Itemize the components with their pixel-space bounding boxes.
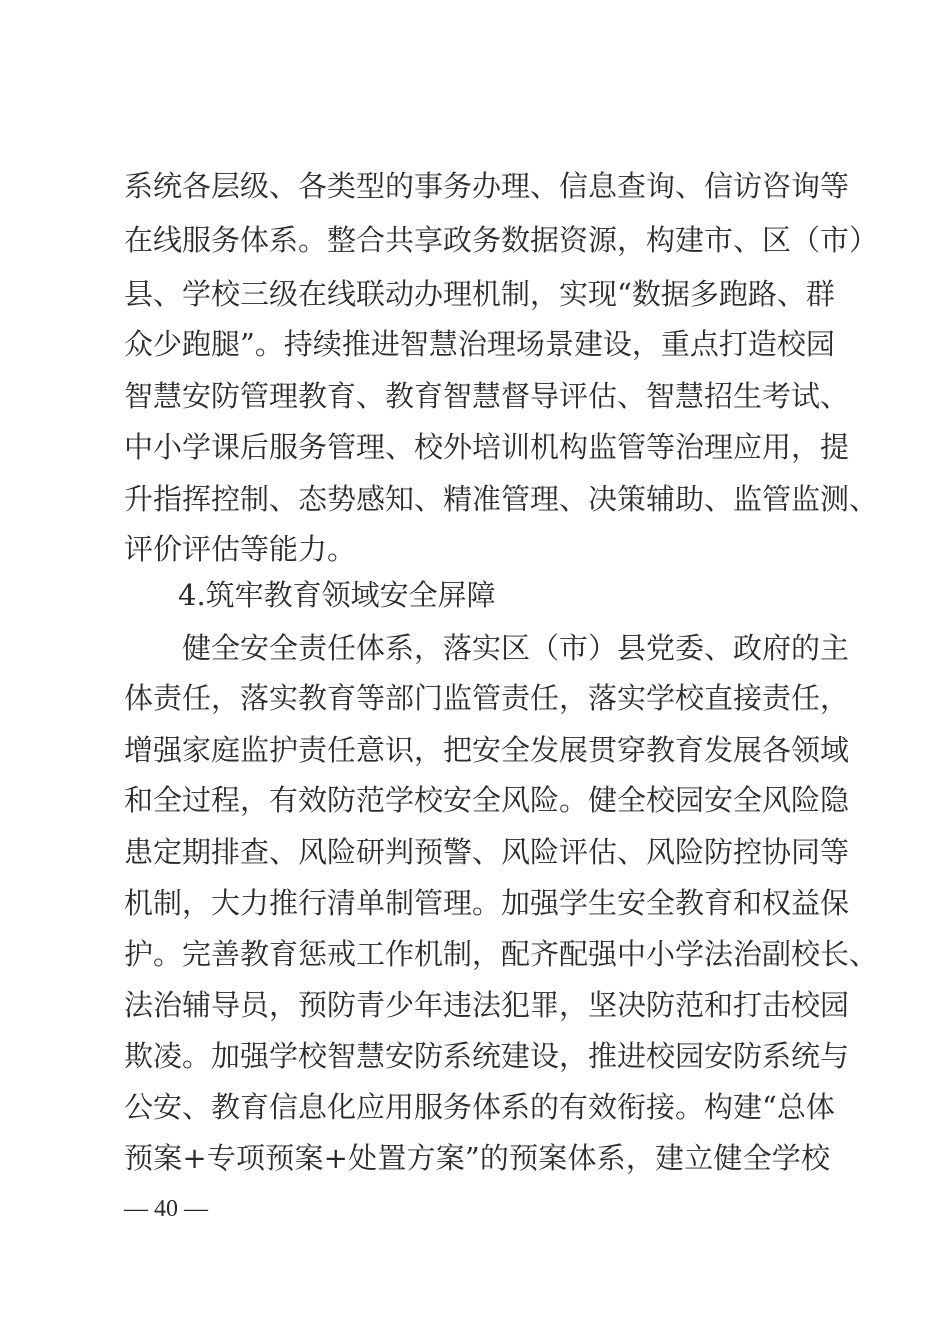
page-number: — 40 — <box>124 1196 208 1222</box>
text-line: 公安、教育信息化应用服务体系的有效衔接。构建“总体 <box>124 1090 835 1124</box>
text-line: 和全过程，有效防范学校安全风险。健全校园安全风险隐 <box>124 783 850 817</box>
text-line: 评价评估等能力。 <box>124 532 357 566</box>
text-line: 智慧安防管理教育、教育智慧督导评估、智慧招生考试、 <box>124 379 850 413</box>
text-line: 法治辅导员，预防青少年违法犯罪，坚决防范和打击校园 <box>124 988 850 1022</box>
text-line: 机制，大力推行清单制管理。加强学生安全教育和权益保 <box>124 886 850 920</box>
text-line: 中小学课后服务管理、校外培训机构监管等治理应用，提 <box>124 430 850 464</box>
text-line: 县、学校三级在线联动办理机制，实现“数据多跑路、群 <box>124 277 835 311</box>
paragraph-first-line: 健全安全责任体系，落实区（市）县党委、政府的主 <box>182 631 850 665</box>
text-line: 患定期排查、风险研判预警、风险评估、风险防控协同等 <box>124 835 850 869</box>
text-line: 预案+专项预案+处置方案”的预案体系，建立健全学校 <box>124 1141 830 1175</box>
text-line: 众少跑腿”。持续推进智慧治理场景建设，重点打造校园 <box>124 327 835 361</box>
text-line: 欺凌。加强学校智慧安防系统建设，推进校园安防系统与 <box>124 1039 850 1073</box>
text-line: 体责任，落实教育等部门监管责任，落实学校直接责任， <box>124 681 850 715</box>
text-line: 在线服务体系。整合共享政务数据资源，构建市、区（市） <box>124 223 879 257</box>
text-line: 增强家庭监护责任意识，把安全发展贯穿教育发展各领域 <box>124 733 850 767</box>
section-heading: 4.筑牢教育领域安全屏障 <box>178 578 496 612</box>
text-line: 升指挥控制、态势感知、精准管理、决策辅助、监管监测、 <box>124 482 879 516</box>
text-line: 护。完善教育惩戒工作机制，配齐配强中小学法治副校长、 <box>124 937 879 971</box>
text-line: 系统各层级、各类型的事务办理、信息查询、信访咨询等 <box>124 169 850 203</box>
